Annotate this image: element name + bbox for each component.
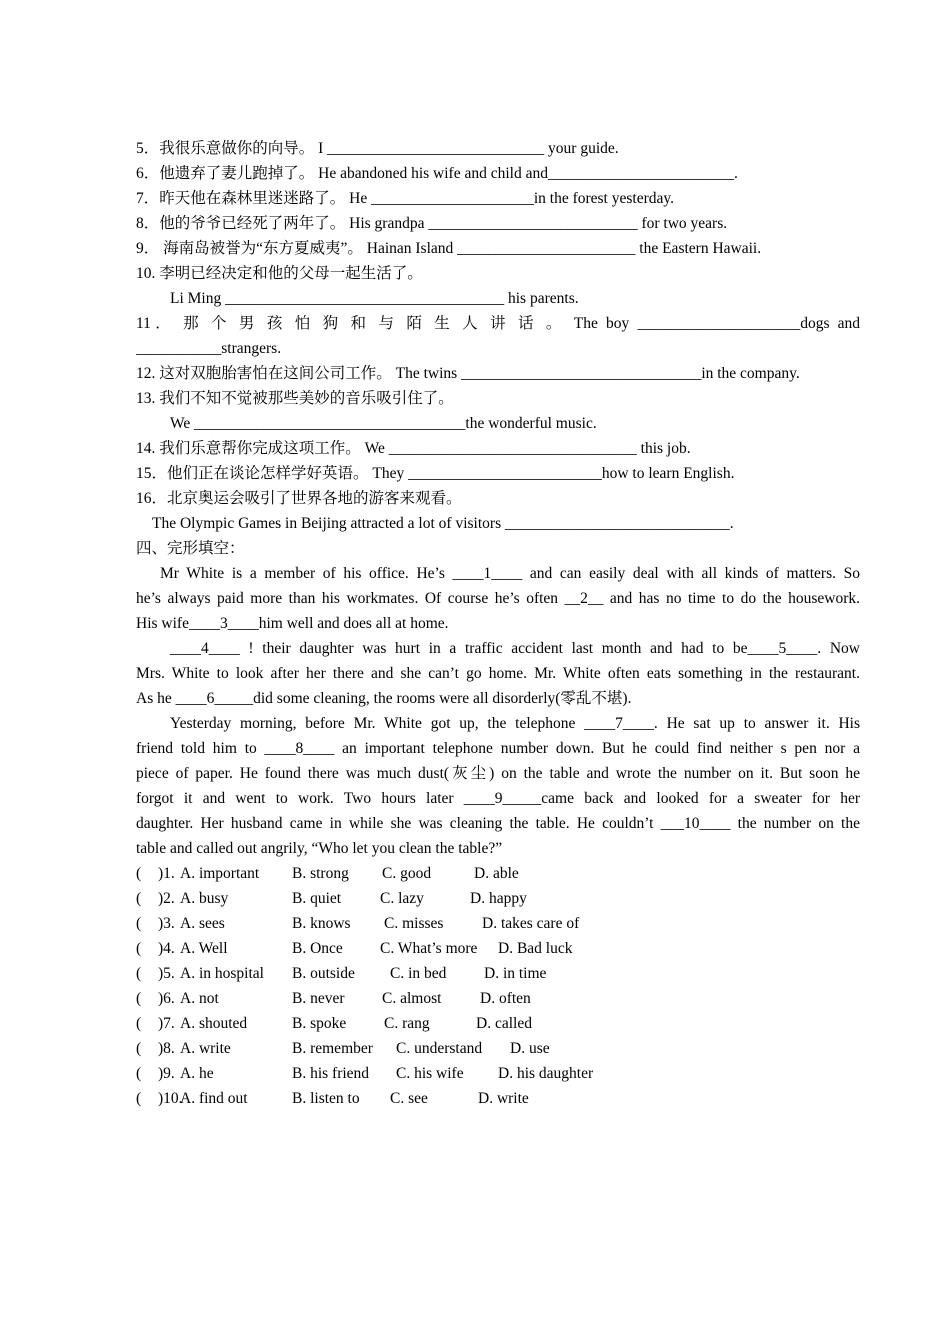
answer-bracket[interactable]: ( (136, 890, 142, 907)
translation-item-8: 8．他的爷爷已经死了两年了。 His grandpa ___________________________ for two years. (136, 215, 728, 232)
option-d[interactable]: D. in time (484, 965, 547, 982)
question-number: )3. (158, 915, 175, 932)
answer-bracket[interactable]: ( (136, 965, 142, 982)
option-b[interactable]: B. quiet (292, 890, 342, 907)
translation-item-13-prompt: 13. 我们不知不觉被那些美妙的音乐吸引住了。 (136, 390, 454, 407)
option-a[interactable]: A. find out (180, 1090, 248, 1107)
cloze-line: Mr White is a member of his office. He’s ____1____ and can easily deal with all kinds of matters. So (160, 565, 860, 582)
option-a[interactable]: A. sees (180, 915, 225, 932)
question-number: )7. (158, 1015, 175, 1032)
option-b[interactable]: B. remember (292, 1040, 373, 1057)
answer-blank[interactable]: ___________________________ (428, 215, 638, 232)
option-b[interactable]: B. listen to (292, 1090, 360, 1107)
option-c[interactable]: C. understand (396, 1040, 483, 1057)
cloze-line: ____4____ ! their daughter was hurt in a traffic accident last month and had to be____5____. Now (170, 640, 860, 657)
question-number: )10. (158, 1090, 183, 1107)
option-a[interactable]: A. busy (180, 890, 229, 907)
question-row (136, 1036, 860, 1061)
translation-item-13-answer: We ___________________________________the wonderful music. (170, 415, 597, 432)
option-c[interactable]: C. almost (382, 990, 442, 1007)
answer-blank[interactable]: ___________________________________ (194, 415, 466, 432)
option-b[interactable]: B. never (292, 990, 345, 1007)
worksheet-page (136, 136, 860, 1111)
option-d[interactable]: D. happy (470, 890, 527, 907)
option-b[interactable]: B. Once (292, 940, 343, 957)
answer-blank[interactable]: _____________________ (637, 315, 801, 332)
answer-blank[interactable]: ________________________________ (388, 440, 637, 457)
question-number: )9. (158, 1065, 175, 1082)
answer-bracket[interactable]: ( (136, 1065, 142, 1082)
answer-blank[interactable]: ___________ (136, 340, 222, 357)
translation-item-6: 6．他遗弃了妻儿跑掉了。 He abandoned his wife and child and________________________. (136, 165, 738, 182)
option-d[interactable]: D. Bad luck (498, 940, 573, 957)
translation-item-11: 11． 那 个 男 孩 怕 狗 和 与 陌 生 人 讲 话 。 The boy _____________________dogs and (136, 315, 860, 332)
question-row (136, 911, 860, 936)
section-title: 四、完形填空： (136, 540, 245, 557)
option-d[interactable]: D. called (476, 1015, 532, 1032)
question-number: )4. (158, 940, 175, 957)
option-c[interactable]: C. misses (384, 915, 444, 932)
answer-bracket[interactable]: ( (136, 990, 142, 1007)
translation-item-11-cont: ___________strangers. (136, 340, 282, 357)
question-row (136, 936, 860, 961)
answer-bracket[interactable]: ( (136, 865, 142, 882)
cloze-line: friend told him to ____8____ an important telephone number down. But he could find neither s pen nor a (136, 740, 860, 757)
option-d[interactable]: D. his daughter (498, 1065, 594, 1082)
cloze-line: Mrs. White to look after her there and she can’t go home. Mr. White often eats something in the restaurant. (136, 665, 860, 682)
option-c[interactable]: C. rang (384, 1015, 430, 1032)
option-c[interactable]: C. see (390, 1090, 428, 1107)
translation-item-10-answer: Li Ming ____________________________________ his parents. (170, 290, 579, 307)
question-row (136, 861, 860, 886)
cloze-line: table and called out angrily, “Who let you clean the table?” (136, 840, 503, 857)
cloze-line: forgot it and went to work. Two hours later ____9_____came back and looked for a sweater for her (136, 790, 860, 807)
translation-item-16-answer: The Olympic Games in Beijing attracted a lot of visitors _____________________________. (152, 515, 734, 532)
option-b[interactable]: B. knows (292, 915, 351, 932)
option-d[interactable]: D. often (480, 990, 531, 1007)
question-row (136, 986, 860, 1011)
cloze-line: Yesterday morning, before Mr. White got up, the telephone ____7____. He sat up to answer it. His (170, 715, 860, 732)
answer-bracket[interactable]: ( (136, 1015, 142, 1032)
answer-blank[interactable]: _________________________ (408, 465, 602, 482)
answer-blank[interactable]: ________________________ (547, 165, 734, 182)
answer-blank[interactable]: _____________________________ (504, 515, 730, 532)
option-d[interactable]: D. takes care of (482, 915, 580, 932)
answer-blank[interactable]: ____________________________________ (225, 290, 505, 307)
translation-item-16-prompt: 16．北京奥运会吸引了世界各地的游客来观看。 (136, 490, 462, 507)
option-a[interactable]: A. Well (180, 940, 228, 957)
question-row (136, 1086, 860, 1111)
answer-blank[interactable]: _____________________ (371, 190, 534, 207)
answer-bracket[interactable]: ( (136, 915, 142, 932)
option-a[interactable]: A. important (180, 865, 260, 882)
answer-blank[interactable]: _______________________ (457, 240, 636, 257)
cloze-line: As he ____6_____did some cleaning, the rooms were all disorderly(零乱不堪). (136, 690, 632, 707)
question-number: )8. (158, 1040, 175, 1057)
option-c[interactable]: C. his wife (396, 1065, 464, 1082)
translation-item-9: 9． 海南岛被誉为“东方夏威夷”。 Hainan Island _______________________ the Eastern Hawaii. (136, 240, 762, 257)
question-row (136, 961, 860, 986)
option-c[interactable]: C. lazy (380, 890, 424, 907)
option-c[interactable]: C. in bed (390, 965, 447, 982)
translation-item-7: 7．昨天他在森林里迷迷路了。 He _____________________in the forest yesterday. (136, 190, 674, 207)
translation-item-5: 5．我很乐意做你的向导。 I ____________________________ your guide. (136, 140, 619, 157)
translation-item-14: 14. 我们乐意帮你完成这项工作。 We ________________________________ this job. (136, 440, 691, 457)
cloze-line: His wife____3____him well and does all at home. (136, 615, 449, 632)
question-number: )5. (158, 965, 175, 982)
answer-bracket[interactable]: ( (136, 1040, 142, 1057)
answer-blank[interactable]: _______________________________ (461, 365, 702, 382)
question-list (136, 861, 860, 1111)
cloze-line: piece of paper. He found there was much dust(灰尘) on the table and wrote the number on it. But soon he (136, 765, 860, 782)
question-number: )6. (158, 990, 175, 1007)
option-c[interactable]: C. good (382, 865, 432, 882)
cloze-line: daughter. Her husband came in while she was cleaning the table. He couldn’t ___10____ the number on the (136, 815, 860, 832)
option-d[interactable]: D. write (478, 1090, 529, 1107)
option-b[interactable]: B. his friend (292, 1065, 370, 1082)
translation-item-10-prompt: 10. 李明已经决定和他的父母一起生活了。 (136, 265, 423, 282)
option-b[interactable]: B. outside (292, 965, 355, 982)
option-a[interactable]: A. he (180, 1065, 214, 1082)
option-a[interactable]: A. shouted (180, 1015, 248, 1032)
question-row (136, 886, 860, 911)
translation-item-15: 15．他们正在谈论怎样学好英语。 They _________________________how to learn English. (136, 465, 735, 482)
option-d[interactable]: D. able (474, 865, 519, 882)
question-number: )2. (158, 890, 175, 907)
question-row (136, 1061, 860, 1086)
answer-bracket[interactable]: ( (136, 940, 142, 957)
question-number: )1. (158, 865, 175, 882)
translation-item-12: 12. 这对双胞胎害怕在这间公司工作。 The twins _______________________________in the company. (136, 365, 800, 382)
option-a[interactable]: A. write (180, 1040, 231, 1057)
option-c[interactable]: C. What’s more (380, 940, 478, 957)
option-a[interactable]: A. not (180, 990, 219, 1007)
option-b[interactable]: B. strong (292, 865, 349, 882)
answer-blank[interactable]: ____________________________ (323, 140, 549, 157)
option-a[interactable]: A. in hospital (180, 965, 264, 982)
answer-bracket[interactable]: ( (136, 1090, 142, 1107)
option-d[interactable]: D. use (510, 1040, 550, 1057)
option-b[interactable]: B. spoke (292, 1015, 347, 1032)
cloze-line: he’s always paid more than his workmates. Of course he’s often __2__ and has no time to do the housework. (136, 590, 860, 607)
question-row (136, 1011, 860, 1036)
